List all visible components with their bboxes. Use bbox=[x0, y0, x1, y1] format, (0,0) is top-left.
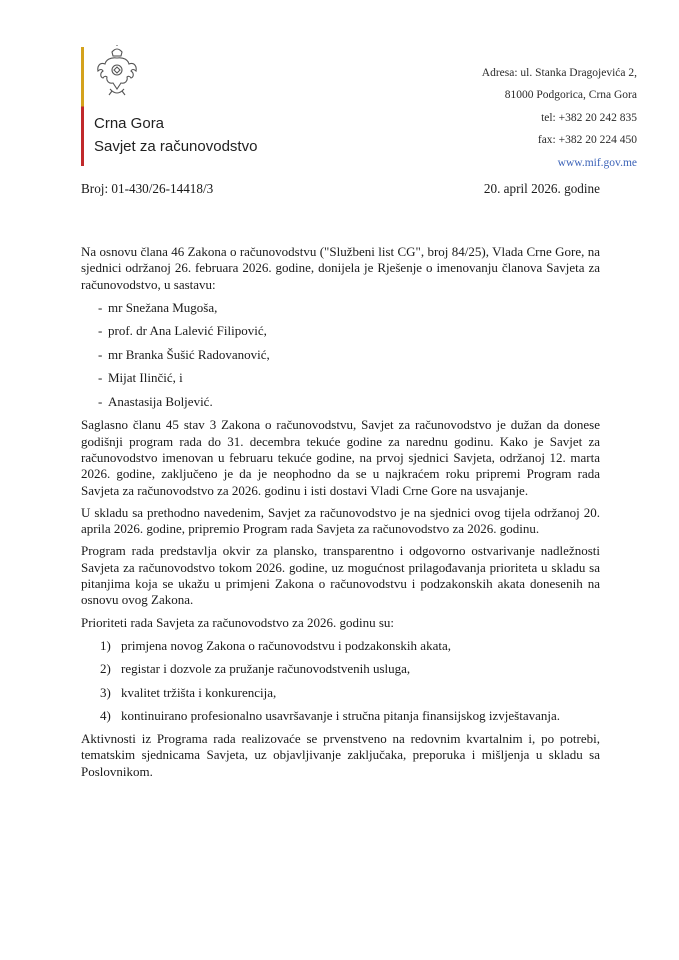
item-text: kvalitet tržišta i konkurencija, bbox=[121, 684, 277, 700]
address-city: 81000 Podgorica, Crna Gora bbox=[504, 89, 637, 102]
fax-number: fax: +382 20 224 450 bbox=[537, 134, 637, 147]
item-number: 4) bbox=[100, 707, 111, 723]
intro-paragraph: Na osnovu člana 46 Zakona o računovodstvu ("Službeni list CG", broj 84/25), Vlada Crne Gore, na sjednici održanoj 26. februara 2026. godine, donijela je Rješenje o imenovanju članova Savjeta za računovodstvo, u sastavu: bbox=[81, 244, 600, 292]
item-number: 3) bbox=[100, 684, 111, 700]
montenegro-coat-of-arms-icon bbox=[94, 45, 140, 99]
website-link[interactable]: www.mif.gov.me bbox=[557, 156, 637, 169]
list-item: - Anastasija Boljević. bbox=[81, 394, 600, 418]
paragraph-program-framework: Program rada predstavlja okvir za plansko, transparentno i odgovorno ostvarivanje nadležnosti Savjeta za računovodstvo tokom 2026. godine, uz mogućnost prilagođavanja prioriteta u skladu sa pitanjima koja se ukažu u primjeni Zakona o računovodstvu i podzakonskih akata donesenih na osnovu ovog Zakona. bbox=[81, 543, 600, 608]
priorities-intro: Prioriteti rada Savjeta za računovodstvo za 2026. godinu su: bbox=[81, 614, 395, 630]
list-item: - Mijat Ilinčić, i bbox=[81, 370, 600, 394]
list-item: - mr Branka Šušić Radovanović, bbox=[81, 347, 600, 371]
document-number: Broj: 01-430/26-14418/3 bbox=[81, 181, 214, 196]
paragraph-activities: Aktivnosti iz Programa rada realizovaće se prvenstveno na redovnim kvartalnim i, po potrebi, tematskim sjednicama Savjeta, uz objavljivanje zaključaka, preporuka i mišljenja u skladu sa Poslovnikom. bbox=[81, 731, 600, 779]
address-street: Adresa: ul. Stanka Dragojevića 2, bbox=[481, 67, 637, 79]
item-number: 2) bbox=[100, 661, 111, 677]
reference-line bbox=[81, 181, 600, 197]
list-item: - prof. dr Ana Lalević Filipović, bbox=[81, 323, 600, 347]
phone-number: tel: +382 20 242 835 bbox=[541, 111, 637, 124]
item-number: 1) bbox=[100, 637, 111, 653]
contact-block bbox=[482, 62, 637, 174]
item-text: kontinuirano profesionalno usavršavanje i stručna pitanja finansijskog izvještavanja. bbox=[121, 707, 560, 723]
paragraph-annual-program: Saglasno članu 45 stav 3 Zakona o računovodstvu, Savjet za računovodstvo je dužan da donese godišnji program rada do 31. decembra tekuće godine za narednu godinu. Kako je Savjet za računovodstvo imenovan u februaru tekuće godine, na prvoj sjednici Savjeta, održanoj 12. marta 2026. godine, zaključeno je da je neophodno da se u najkraćem roku pripremi Program rada Savjeta za računovodstvo za 2026. godinu i isti dostavi Vladi Crne Gore na usvajanje. bbox=[81, 417, 600, 498]
priorities-list bbox=[81, 638, 600, 731]
item-text: registar i dozvole za pružanje računovodstvenih usluga, bbox=[121, 661, 411, 677]
paragraph-program-prepared: U skladu sa prethodno navedenim, Savjet za računovodstvo je na sjednici ovog tijela održanoj 20. aprila 2026. godine, pripremio Program rada Savjeta za računovodstvo za 2026. godinu. bbox=[81, 504, 600, 537]
members-list bbox=[81, 300, 600, 418]
list-item bbox=[81, 661, 600, 684]
country-name: Crna Gora bbox=[94, 115, 165, 132]
list-item: - mr Snežana Mugoša, bbox=[81, 300, 600, 324]
council-name: Savjet za računovodstvo bbox=[94, 138, 258, 155]
document-body bbox=[81, 244, 600, 786]
document-date: 20. april 2026. godine bbox=[483, 181, 600, 196]
flag-color-stripe bbox=[81, 47, 84, 166]
list-item bbox=[81, 685, 600, 708]
item-text: primjena novog Zakona o računovodstvu i podzakonskih akata, bbox=[121, 637, 451, 653]
list-item bbox=[81, 638, 600, 661]
list-item bbox=[81, 708, 600, 731]
